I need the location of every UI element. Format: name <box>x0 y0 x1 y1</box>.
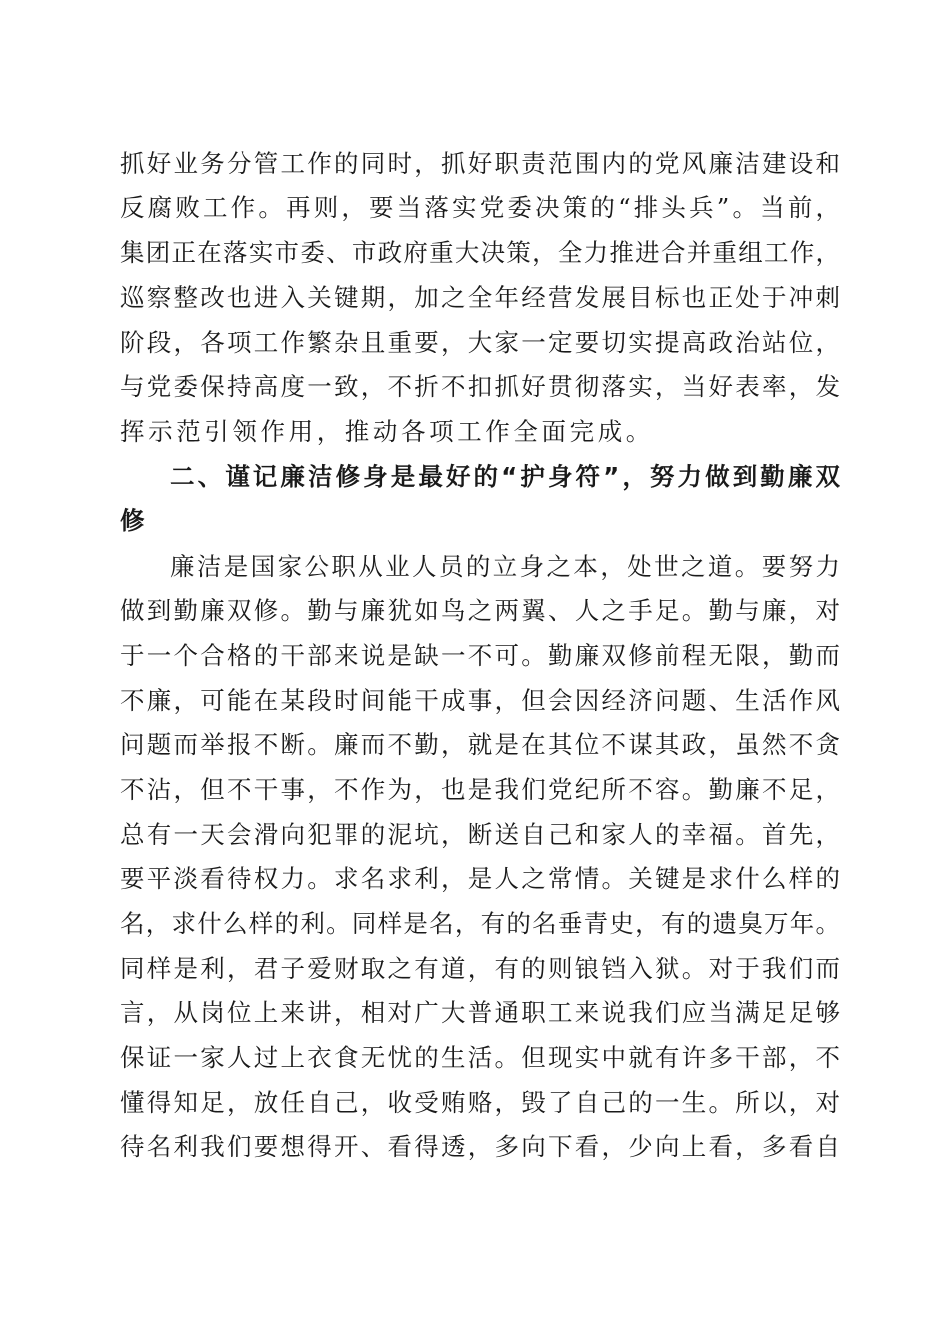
section-heading-continued: 修 <box>120 506 149 535</box>
paragraph-line: 要平淡看待权力。求名求利，是人之常情。关键是求什么样的 <box>120 864 840 893</box>
paragraph-line: 于一个合格的干部来说是缺一不可。勤廉双修前程无限，勤而 <box>120 641 840 670</box>
paragraph-line: 总有一天会滑向犯罪的泥坑，断送自己和家人的幸福。首先， <box>120 820 840 849</box>
section-heading: 二、谨记廉洁修身是最好的“护身符”，努力做到勤廉双 <box>170 462 840 491</box>
paragraph-line: 做到勤廉双修。勤与廉犹如鸟之两翼、人之手足。勤与廉，对 <box>120 596 840 625</box>
paragraph-line: 言，从岗位上来讲，相对广大普通职工来说我们应当满足足够 <box>120 998 840 1027</box>
paragraph-line: 同样是利，君子爱财取之有道，有的则锒铛入狱。对于我们而 <box>120 954 840 983</box>
paragraph-line: 名，求什么样的利。同样是名，有的名垂青史，有的遗臭万年。 <box>120 909 840 938</box>
paragraph-line: 与党委保持高度一致，不折不扣抓好贯彻落实，当好表率，发 <box>120 372 840 401</box>
paragraph-line: 阶段，各项工作繁杂且重要，大家一定要切实提高政治站位， <box>120 328 840 357</box>
paragraph-line: 挥示范引领作用，推动各项工作全面完成。 <box>120 417 654 446</box>
paragraph-line: 反腐败工作。再则，要当落实党委决策的“排头兵”。当前， <box>120 193 840 222</box>
paragraph-line: 抓好业务分管工作的同时，抓好职责范围内的党风廉洁建设和 <box>120 149 840 178</box>
paragraph-line: 待名利我们要想得开、看得透，多向下看，少向上看，多看自 <box>120 1132 840 1161</box>
paragraph-line: 廉洁是国家公职从业人员的立身之本，处世之道。要努力 <box>170 552 840 581</box>
paragraph-line: 问题而举报不断。廉而不勤，就是在其位不谋其政，虽然不贪 <box>120 730 840 759</box>
paragraph-line: 巡察整改也进入关键期，加之全年经营发展目标也正处于冲刺 <box>120 283 840 312</box>
paragraph-line: 不沾，但不干事，不作为，也是我们党纪所不容。勤廉不足， <box>120 775 840 804</box>
paragraph-line: 保证一家人过上衣食无忧的生活。但现实中就有许多干部，不 <box>120 1043 840 1072</box>
paragraph-line: 懂得知足，放任自己，收受贿赂，毁了自己的一生。所以，对 <box>120 1088 840 1117</box>
paragraph-line: 不廉，可能在某段时间能干成事，但会因经济问题、生活作风 <box>120 686 840 715</box>
paragraph-line: 集团正在落实市委、市政府重大决策，全力推进合并重组工作， <box>120 238 840 267</box>
